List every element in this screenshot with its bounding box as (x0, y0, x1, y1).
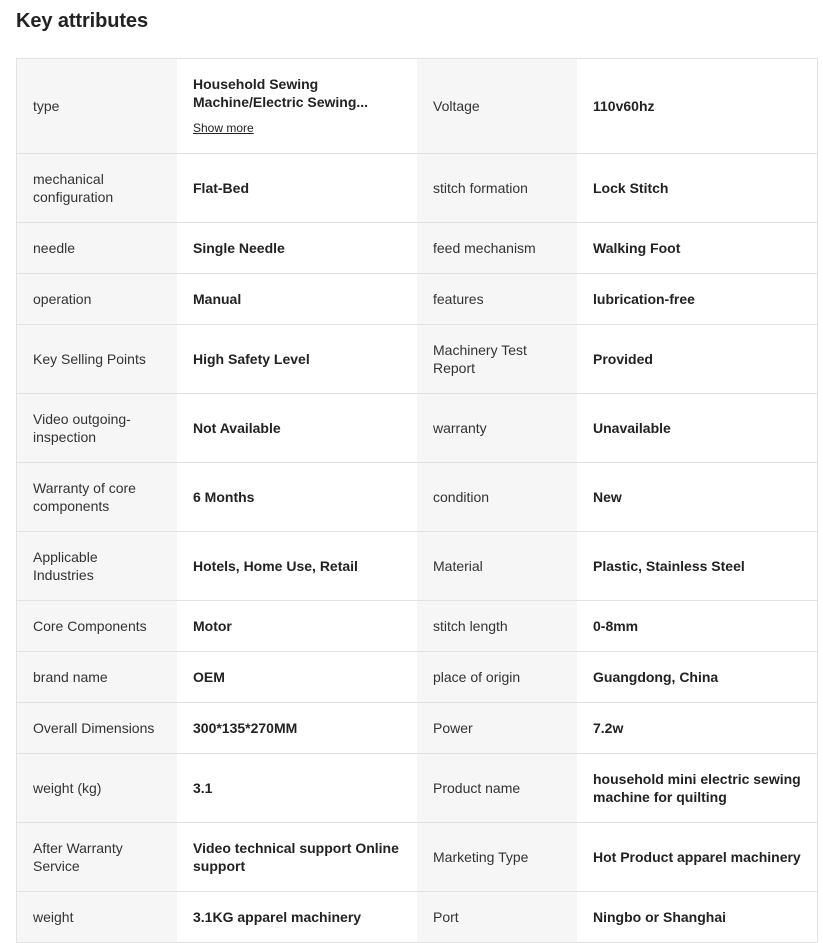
attr-value: Unavailable (577, 394, 817, 462)
table-row (17, 601, 817, 652)
attr-key: Machinery Test Report (417, 325, 577, 393)
attr-value: Hot Product apparel machinery (577, 823, 817, 891)
attr-key: Voltage (417, 59, 577, 153)
attr-key: operation (17, 274, 177, 324)
attr-value: 7.2w (577, 703, 817, 753)
attr-value: 3.1KG apparel machinery (177, 892, 417, 942)
attr-key: Applicable Industries (17, 532, 177, 600)
attr-key: weight (kg) (17, 754, 177, 822)
attr-key: type (17, 59, 177, 153)
attr-key: Key Selling Points (17, 325, 177, 393)
attr-value: High Safety Level (177, 325, 417, 393)
table-row (17, 394, 817, 463)
attr-value: Single Needle (177, 223, 417, 273)
attr-key: Core Components (17, 601, 177, 651)
show-more-link[interactable]: Show more (193, 121, 254, 135)
table-row (17, 325, 817, 394)
table-row (17, 274, 817, 325)
attr-value: Not Available (177, 394, 417, 462)
table-row (17, 463, 817, 532)
attr-key: condition (417, 463, 577, 531)
attr-value: OEM (177, 652, 417, 702)
attr-value: New (577, 463, 817, 531)
attr-key: Video outgoing-inspection (17, 394, 177, 462)
table-row (17, 223, 817, 274)
attr-key: needle (17, 223, 177, 273)
attr-value: household mini electric sewing machine for quilting (577, 754, 817, 822)
attr-key: Product name (417, 754, 577, 822)
key-attributes-table (16, 58, 818, 943)
table-row (17, 59, 817, 154)
attr-key: Marketing Type (417, 823, 577, 891)
attr-key: features (417, 274, 577, 324)
table-row (17, 754, 817, 823)
attr-value: Flat-Bed (177, 154, 417, 222)
attr-value: Plastic, Stainless Steel (577, 532, 817, 600)
attr-key: Power (417, 703, 577, 753)
attr-key: stitch length (417, 601, 577, 651)
attr-value: Provided (577, 325, 817, 393)
attr-key: Port (417, 892, 577, 942)
attr-value: Lock Stitch (577, 154, 817, 222)
attr-value: 6 Months (177, 463, 417, 531)
attr-value: Motor (177, 601, 417, 651)
attr-value: Hotels, Home Use, Retail (177, 532, 417, 600)
attr-value-text: Household Sewing Machine/Electric Sewing... (193, 76, 369, 110)
attr-key: After Warranty Service (17, 823, 177, 891)
table-row (17, 823, 817, 892)
attr-value: 3.1 (177, 754, 417, 822)
attr-key: brand name (17, 652, 177, 702)
attr-key: warranty (417, 394, 577, 462)
attr-value: 110v60hz (577, 59, 817, 153)
table-row (17, 703, 817, 754)
attr-key: stitch formation (417, 154, 577, 222)
attr-key: mechanical configuration (17, 154, 177, 222)
attr-value: lubrication-free (577, 274, 817, 324)
attr-value: Guangdong, China (577, 652, 817, 702)
attr-key: feed mechanism (417, 223, 577, 273)
attr-key: Material (417, 532, 577, 600)
table-row (17, 532, 817, 601)
attr-key: Overall Dimensions (17, 703, 177, 753)
attr-value: Walking Foot (577, 223, 817, 273)
attr-value (177, 59, 417, 153)
attr-value: Ningbo or Shanghai (577, 892, 817, 942)
table-row (17, 892, 817, 943)
attr-value: Manual (177, 274, 417, 324)
table-row (17, 154, 817, 223)
section-title: Key attributes (16, 10, 148, 32)
table-row (17, 652, 817, 703)
attr-key: place of origin (417, 652, 577, 702)
attr-value: Video technical support Online support (177, 823, 417, 891)
attr-value: 300*135*270MM (177, 703, 417, 753)
attr-value: 0-8mm (577, 601, 817, 651)
attr-key: weight (17, 892, 177, 942)
attr-key: Warranty of core components (17, 463, 177, 531)
